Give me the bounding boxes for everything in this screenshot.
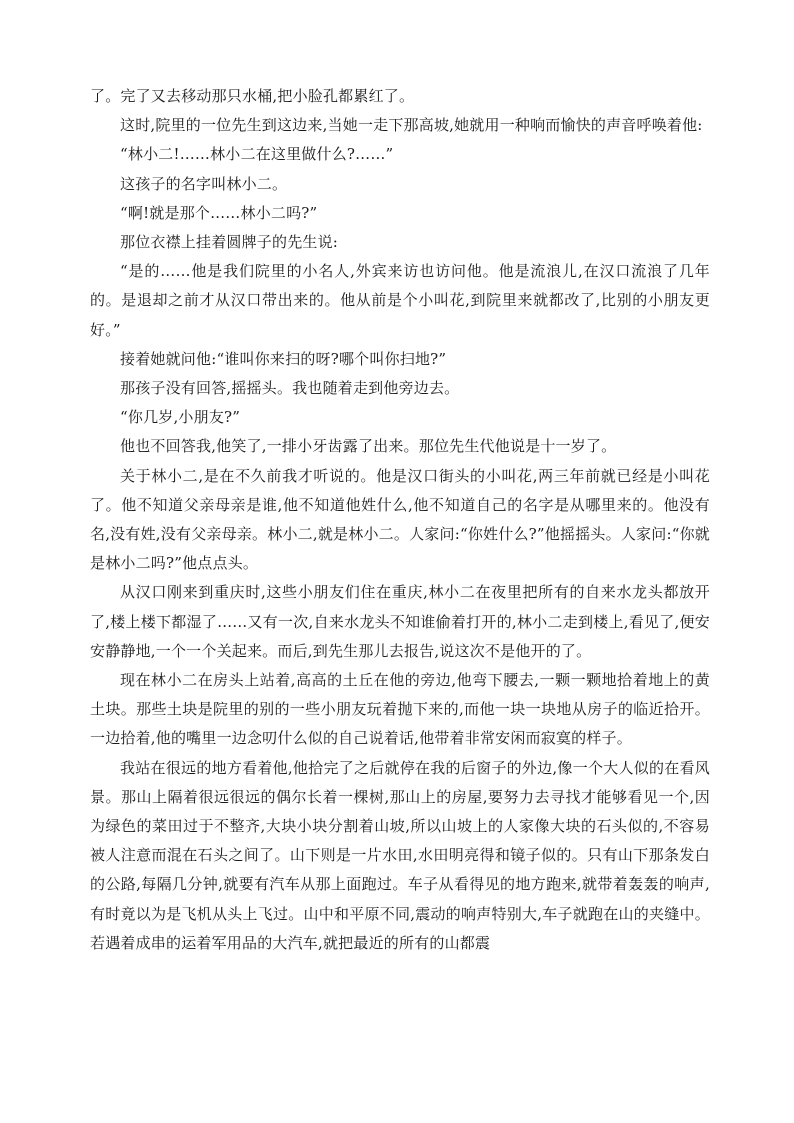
paragraph: 他也不回答我,他笑了,一排小牙齿露了出来。那位先生代他说是十一岁了。 (120, 437, 617, 456)
paragraph: “林小二!……林小二在这里做什么?……” (120, 145, 394, 164)
paragraph: 关于林小二,是在不久前我才听说的。他是汉口街头的小叫花,两三年前就已经是小叫花了。他不知道父亲母亲是谁,他不知道他姓什么,他不知道自己的名字是从哪里来的。他没有名,没有姓,没有父亲母亲。林小二,就是林小二。人家问:“你姓什么?”他摇摇头。人家问:“你就是林小二吗?”他点点头。 (90, 466, 710, 573)
paragraph: “是的……他是我们院里的小名人,外宾来访也访问他。他是流浪儿,在汉口流浪了几年的。是退却之前才从汉口带出来的。他从前是个小叫花,到院里来就都改了,比别的小朋友更好。” (90, 262, 710, 339)
paragraph: 这时,院里的一位先生到这边来,当她一走下那高坡,她就用一种响而愉快的声音呼唤着他: (120, 116, 703, 135)
paragraph: 这孩子的名字叫林小二。 (120, 174, 288, 193)
paragraph: “啊!就是那个……林小二吗?” (120, 203, 318, 222)
paragraph: 现在林小二在房头上站着,高高的土丘在他的旁边,他弯下腰去,一颗一颗地拾着地上的黄土块。那些土块是院里的别的一些小朋友玩着抛下来的,而他一块一块地从房子的临近拾开。一边拾着,他的嘴里一边念叨什么似的自己说着话,他带着非常安闲而寂寞的样子。 (90, 671, 710, 748)
paragraph: 接着她就问他:“谁叫你来扫的呀?哪个叫你扫地?” (120, 349, 447, 368)
paragraph: 那孩子没有回答,摇摇头。我也随着走到他旁边去。 (120, 379, 460, 398)
paragraph: “你几岁,小朋友?” (120, 408, 241, 427)
paragraph: 那位衣襟上挂着圆牌子的先生说: (120, 233, 339, 252)
paragraph: 我站在很远的地方看着他,他拾完了之后就停在我的后窗子的外边,像一个大人似的在看风景。那山上隔着很远很远的偶尔长着一棵树,那山上的房屋,要努力去寻找才能够看见一个,因为绿色的菜田过于不整齐,大块小块分割着山坡,所以山坡上的人家像大块的石头似的,不容易被人注意而混在石头之间了。山下则是一片水田,水田明亮得和镜子似的。只有山下那条发白的公路,每隔几分钟,就要有汽车从那上面跑过。车子从看得见的地方跑来,就带着轰轰的响声,有时竟以为是飞机从头上飞过。山中和平原不同,震动的响声特别大,车子就跑在山的夹缝中。若遇着成串的运着军用品的大汽车,就把最近的所有的山都震 (90, 758, 710, 952)
paragraph: 了。完了又去移动那只水桶,把小脸孔都累红了。 (90, 87, 415, 105)
paragraph: 从汉口刚来到重庆时,这些小朋友们住在重庆,林小二在夜里把所有的自来水龙头都放开了,楼上楼下都湿了……又有一次,自来水龙头不知谁偷着打开的,林小二走到楼上,看见了,便安安静静地,一个一个关起来。而后,到先生那儿去报告,说这次不是他开的了。 (90, 583, 710, 660)
body-text (90, 82, 710, 958)
